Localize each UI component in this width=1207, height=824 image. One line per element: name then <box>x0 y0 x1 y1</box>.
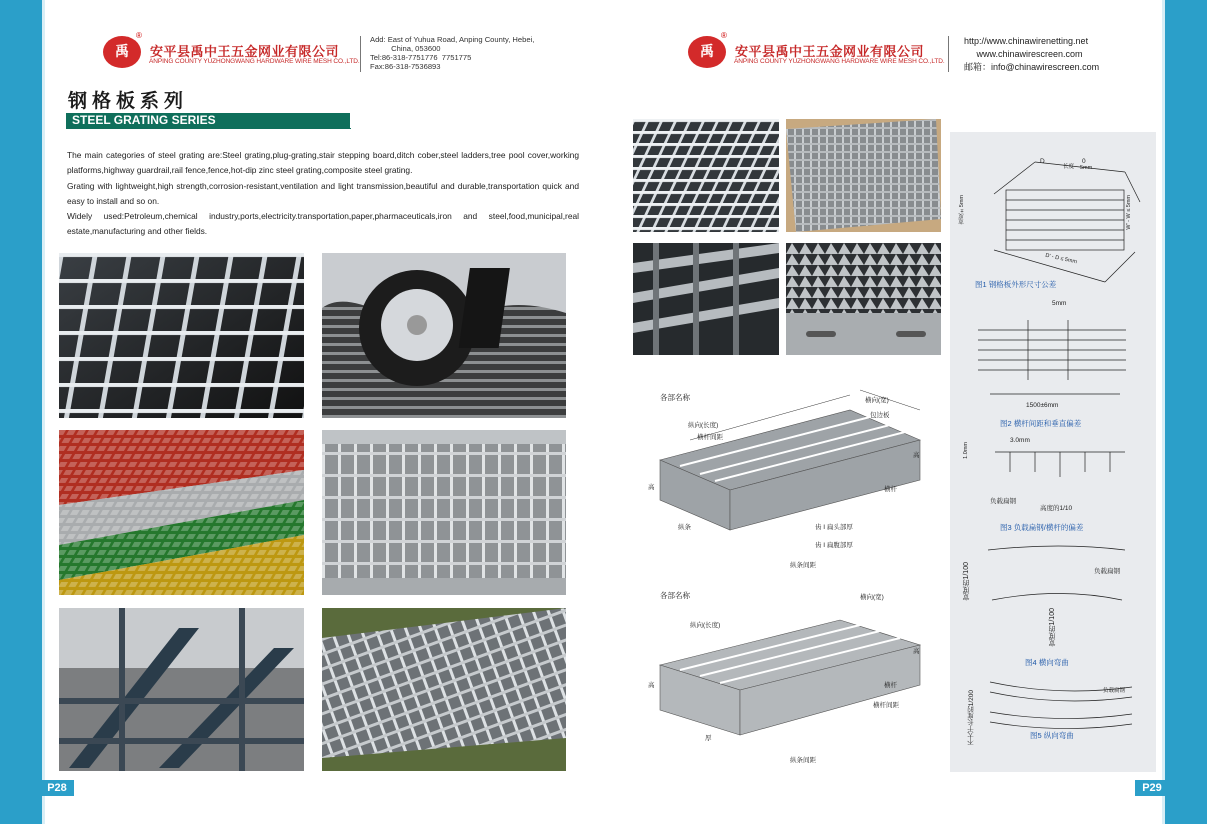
label-height: 高 <box>913 452 920 459</box>
right-side-band <box>1165 0 1207 824</box>
label-bearing-bar: 纵条 <box>678 524 691 531</box>
company-logo-right: 禹 <box>688 36 726 68</box>
label-serrated-2: 齿 I 扁腹部厚 <box>815 542 853 549</box>
company-name-cn: 安平县禹中王五金网业有限公司 <box>150 44 340 59</box>
photo-grating-stack <box>322 608 566 771</box>
grating-structure-diagram-1 <box>650 380 940 570</box>
fig1-length-label: 长度 <box>1063 164 1075 170</box>
fig4-load-bar: 负载扁钢 <box>1094 568 1120 575</box>
label-long-dir: 纵向(长度) <box>688 422 719 429</box>
label-parts-name: 各部名称 <box>660 393 690 402</box>
email-line[interactable]: 邮箱：info@chinawirescreen.com <box>964 62 1100 72</box>
fax-line: Fax:86-318-7536893 <box>370 62 441 71</box>
fig5-caption: 图5 纵向弯曲 <box>1030 731 1074 740</box>
label-serrated-1: 齿 I 扁头部厚 <box>815 524 853 531</box>
web-contact-block <box>964 35 1099 74</box>
registered-mark-right: ® <box>721 31 727 40</box>
address-line1: Add: East of Yuhua Road, Anping County, Hebei, <box>370 35 535 44</box>
website-2[interactable]: www.chinawirescreen.com <box>976 49 1083 59</box>
fig5-length-200: 不大于长度的1/200 <box>968 690 975 746</box>
header-divider <box>360 36 361 72</box>
page-number-right: P29 <box>1135 780 1169 796</box>
photo-grating-top-view <box>633 119 779 232</box>
section-title-underline <box>66 128 351 129</box>
photo-car-on-grating <box>322 253 566 418</box>
fig3-1mm: 1.0mm <box>963 442 969 459</box>
photo-galvanized-grating <box>322 430 566 595</box>
header-divider-right <box>948 36 949 72</box>
fig1-zero: 0 <box>1082 158 1086 165</box>
photo-grating-panel <box>786 119 941 232</box>
website-1[interactable]: http://www.chinawirenetting.net <box>964 36 1089 46</box>
fig4-caption: 图4 横向弯曲 <box>1025 658 1069 667</box>
fig2-caption: 图2 横杆间距和垂直偏差 <box>1000 419 1082 428</box>
fig3-3mm: 3.0mm <box>1010 437 1030 444</box>
desc-paragraph-3: Widely used:Petroleum,chemical industry,ports,electricity.transportation,paper,pharmaceuticals,iron and steel,food,municipal,real estate,manufacturing and other fields. <box>67 211 579 237</box>
photo-stair-tread <box>786 243 941 355</box>
label-height-2: 高 <box>913 648 920 655</box>
label-edge-plate: 包边板 <box>870 412 890 419</box>
label-bearing-pitch: 纵条间距 <box>790 562 816 569</box>
tel-line: Tel:86-318-7751776 7751775 <box>370 53 472 62</box>
section-title-cn: 钢格板系列 <box>68 90 189 112</box>
left-side-band-stripe <box>42 0 45 824</box>
fig1-square-tol: 宽度±5mm <box>959 195 965 225</box>
company-name-en: ANPING COUNTY YUZHONGWANG HARDWARE WIRE MESH CO.,LTD. <box>149 58 360 65</box>
label-parts-name-2: 各部名称 <box>660 591 690 600</box>
page-number-left: P28 <box>40 780 74 796</box>
photo-steel-grating-closeup <box>59 253 304 418</box>
label-long-dir-2: 纵向(长度) <box>690 622 721 629</box>
label-bearing-pitch-2: 纵条间距 <box>790 757 816 764</box>
photo-steel-stairs <box>59 608 304 771</box>
address-line2: China, 053600 <box>391 44 441 53</box>
fig5-load-bar: 负载扁钢 <box>1103 688 1126 694</box>
label-cross-dir: 横向(宽) <box>865 397 889 404</box>
label-cross-bar: 横杆 <box>884 486 897 493</box>
fig1-d-tol: D' - D ≤ 5mm <box>1044 252 1078 266</box>
section-title-en: STEEL GRATING SERIES <box>66 113 350 128</box>
label-cross-pitch-2: 横杆间距 <box>873 702 899 709</box>
label-thickness: 厚 <box>705 735 712 742</box>
fig2-5mm: 5mm <box>1052 300 1067 307</box>
company-logo: 禹 <box>103 36 141 68</box>
company-name-en-right: ANPING COUNTY YUZHONGWANG HARDWARE WIRE MESH CO.,LTD. <box>734 58 945 65</box>
fig3-load-bar: 负载扁钢 <box>990 498 1016 505</box>
label-cross-pitch: 横杆间距 <box>697 434 723 441</box>
desc-paragraph-2: Grating with lightweight,high strength,corrosion-resistant,ventilation and light transmission,beautiful and durable,transportation quick and easy to install and so on. <box>67 180 579 206</box>
description-text <box>67 148 579 240</box>
fig1-d-label: D <box>1040 158 1045 165</box>
grating-structure-diagram-2 <box>650 590 940 760</box>
desc-paragraph-1: The main categories of steel grating are:Steel grating,plug-grating,stair stepping board,ditch cober,steel ladders,tree pool cover,working platforms,highway guardrail,rail fence,fence,hot-dip zinc steel grating,composite steel grating. <box>67 150 579 176</box>
label-cross-bar-2: 横杆 <box>884 682 897 689</box>
fig3-height-10: 高度的1/10 <box>1040 505 1073 512</box>
photo-twisted-bar-grating <box>633 243 779 355</box>
fig1-5mm: 5mm <box>1080 165 1093 171</box>
company-name-cn-right: 安平县禹中王五金网业有限公司 <box>735 44 925 59</box>
label-height-left: 高 <box>648 484 655 491</box>
photo-frp-grating-colors <box>59 430 304 595</box>
contact-block <box>370 35 534 71</box>
fig2-1500: 1500±6mm <box>1026 402 1059 409</box>
left-side-band <box>0 0 42 824</box>
fig3-caption: 图3 负载扁钢/横杆的偏差 <box>1000 523 1084 532</box>
right-side-band-stripe <box>1162 0 1165 824</box>
label-height-left-2: 高 <box>648 682 655 689</box>
fig1-caption: 图1 钢格板外形尺寸公差 <box>975 280 1057 289</box>
fig4-width-100b: 宽度的1/100 <box>1049 608 1056 647</box>
fig4-width-100: 宽度的1/100 <box>963 562 970 601</box>
fig1-w-tol: W' - W ≤ 5mm <box>1126 195 1132 230</box>
registered-mark: ® <box>136 31 142 40</box>
label-cross-dir-2: 横向(宽) <box>860 594 884 601</box>
